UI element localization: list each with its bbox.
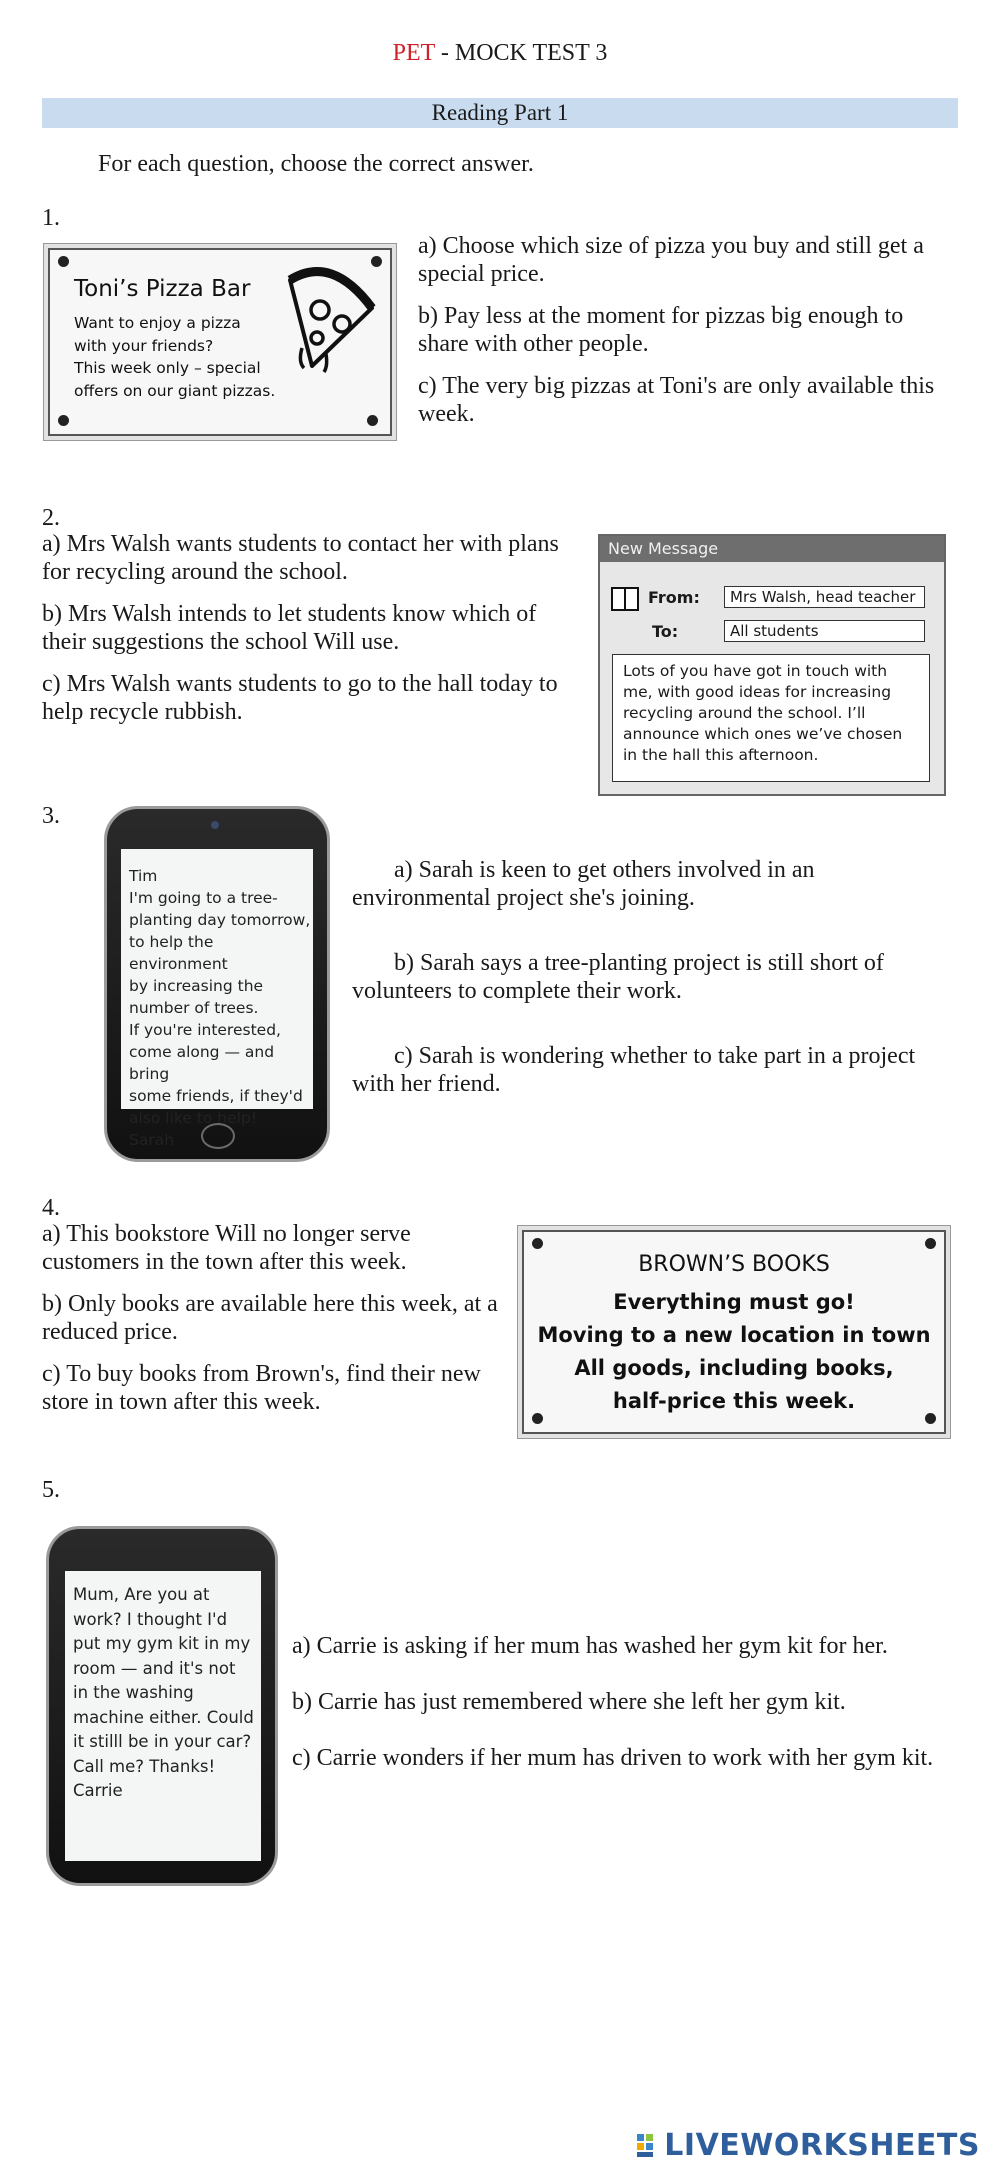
title-prefix: PET — [392, 40, 435, 66]
sms-line: in the washing — [73, 1683, 194, 1702]
option-a[interactable]: a) Sarah is keen to get others involved in an environmental project she's joining. — [352, 857, 815, 911]
sms-line: Mum, Are you at — [73, 1585, 210, 1604]
message-line: recycling around the school. I’ll — [623, 704, 866, 722]
option-c[interactable]: c) Mrs Walsh wants students to go to the hall today to help recycle rubbish. — [42, 671, 558, 725]
sms-line: come along — and bring — [129, 1043, 275, 1083]
question-number: 5. — [42, 1477, 60, 1503]
options-list — [352, 856, 958, 1112]
phone — [46, 1526, 278, 1886]
option-b[interactable]: b) Mrs Walsh intends to let students know which of their suggestions the school Will use. — [42, 601, 537, 655]
pizza-notice — [48, 248, 392, 436]
to-label: To: — [652, 622, 679, 641]
email-window — [598, 534, 946, 796]
notice-line: offers on our giant pizzas. — [74, 381, 276, 400]
options-list — [42, 530, 586, 740]
camera-icon — [211, 821, 219, 829]
pin-icon — [925, 1238, 936, 1249]
notice-line: with your friends? — [74, 336, 214, 355]
option-b[interactable]: b) Sarah says a tree-planting project is still short of volunteers to complete their work. — [352, 950, 884, 1004]
notice-title: BROWN’S BOOKS — [638, 1252, 830, 1277]
option-a[interactable]: a) Choose which size of pizza you buy and still get a special price. — [418, 233, 924, 287]
page-title — [0, 40, 1000, 67]
sms-line: If you're interested, — [129, 1021, 281, 1039]
notice-line: This week only – special — [74, 359, 261, 377]
option-a[interactable]: a) Carrie is asking if her mum has washed her gym kit for her. — [292, 1633, 888, 1659]
option-a[interactable]: a) Mrs Walsh wants students to contact her with plans for recycling around the school. — [42, 531, 559, 585]
notice-line: Everything must go! — [613, 1290, 855, 1314]
question-number: 4. — [42, 1195, 60, 1221]
options-list — [418, 232, 958, 442]
sms-line: to help the environment — [129, 933, 228, 973]
sms-line: Tim — [129, 867, 158, 885]
phone — [104, 806, 330, 1162]
sms-line: Call me? Thanks! — [73, 1756, 216, 1776]
title-suffix: - MOCK TEST 3 — [434, 40, 608, 66]
from-field[interactable]: Mrs Walsh, head teacher — [724, 586, 925, 608]
notice-line: Moving to a new location in town — [537, 1323, 931, 1347]
sms-line: work? I thought I'd — [73, 1609, 228, 1629]
option-b[interactable]: b) Carrie has just remembered where she left her gym kit. — [292, 1689, 846, 1715]
sms-line: Sarah — [129, 1131, 175, 1149]
pin-icon — [58, 256, 69, 267]
option-b[interactable]: b) Pay less at the moment for pizzas big enough to share with other people. — [418, 303, 904, 357]
question-number: 3. — [42, 803, 60, 829]
option-c[interactable]: c) Sarah is wondering whether to take part in a project with her friend. — [352, 1043, 916, 1097]
address-book-icon — [610, 586, 642, 612]
sms-line: planting day tomorrow, — [129, 911, 311, 929]
sms-line: Carrie — [73, 1781, 123, 1800]
pizza-slice-icon — [272, 258, 380, 378]
pin-icon — [367, 415, 378, 426]
books-notice — [522, 1230, 946, 1434]
section-band: Reading Part 1 — [42, 98, 958, 128]
logo-icon — [636, 2132, 664, 2158]
option-b[interactable]: b) Only books are available here this week, at a reduced price. — [42, 1291, 498, 1345]
message-line: me, with good ideas for increasing — [623, 683, 892, 701]
home-button[interactable] — [201, 1123, 235, 1149]
notice-line: half-price this week. — [612, 1389, 856, 1413]
question-number: 2. — [42, 505, 60, 531]
brand-name: LIVEWORKSHEETS — [664, 2128, 980, 2163]
message-body[interactable] — [612, 654, 930, 782]
from-label: From: — [648, 588, 700, 607]
instructions: For each question, choose the correct answer. — [98, 151, 534, 177]
options-list — [42, 1220, 512, 1430]
option-c[interactable]: c) To buy books from Brown's, find their new store in town after this week. — [42, 1361, 481, 1415]
sms-line: number of trees. — [129, 999, 259, 1017]
liveworksheets-logo[interactable] — [636, 2128, 980, 2163]
notice-title: Toni’s Pizza Bar — [74, 276, 251, 302]
sms-line: it stilll be in your car? — [73, 1732, 252, 1751]
pin-icon — [532, 1238, 543, 1249]
notice-line: Want to enjoy a pizza — [74, 314, 241, 332]
notice-line: All goods, including books, — [574, 1356, 894, 1380]
sms-line: machine either. Could — [73, 1707, 254, 1727]
sms-line: I'm going to a tree- — [129, 889, 278, 907]
sms-line: put my gym kit in my — [73, 1634, 251, 1653]
sms-line: room — and it's not — [73, 1658, 236, 1678]
sms-line: by increasing the — [129, 977, 264, 995]
message-line: announce which ones we’ve chosen — [623, 725, 903, 743]
window-title: New Message — [600, 536, 944, 562]
message-line: in the hall this afternoon. — [623, 746, 819, 764]
options-list — [292, 1632, 958, 1786]
phone-screen — [121, 849, 313, 1149]
sms-line: some friends, if they'd — [129, 1087, 303, 1105]
sms-line: also like to help! — [129, 1109, 257, 1127]
option-c[interactable]: c) The very big pizzas at Toni's are only available this week. — [418, 373, 935, 427]
phone-screen — [65, 1571, 261, 1861]
message-line: Lots of you have got in touch with — [623, 662, 888, 680]
option-a[interactable]: a) This bookstore Will no longer serve customers in the town after this week. — [42, 1221, 411, 1275]
pin-icon — [58, 415, 69, 426]
option-c[interactable]: c) Carrie wonders if her mum has driven to work with her gym kit. — [292, 1745, 934, 1771]
to-field[interactable]: All students — [724, 620, 925, 642]
question-number: 1. — [42, 205, 60, 231]
